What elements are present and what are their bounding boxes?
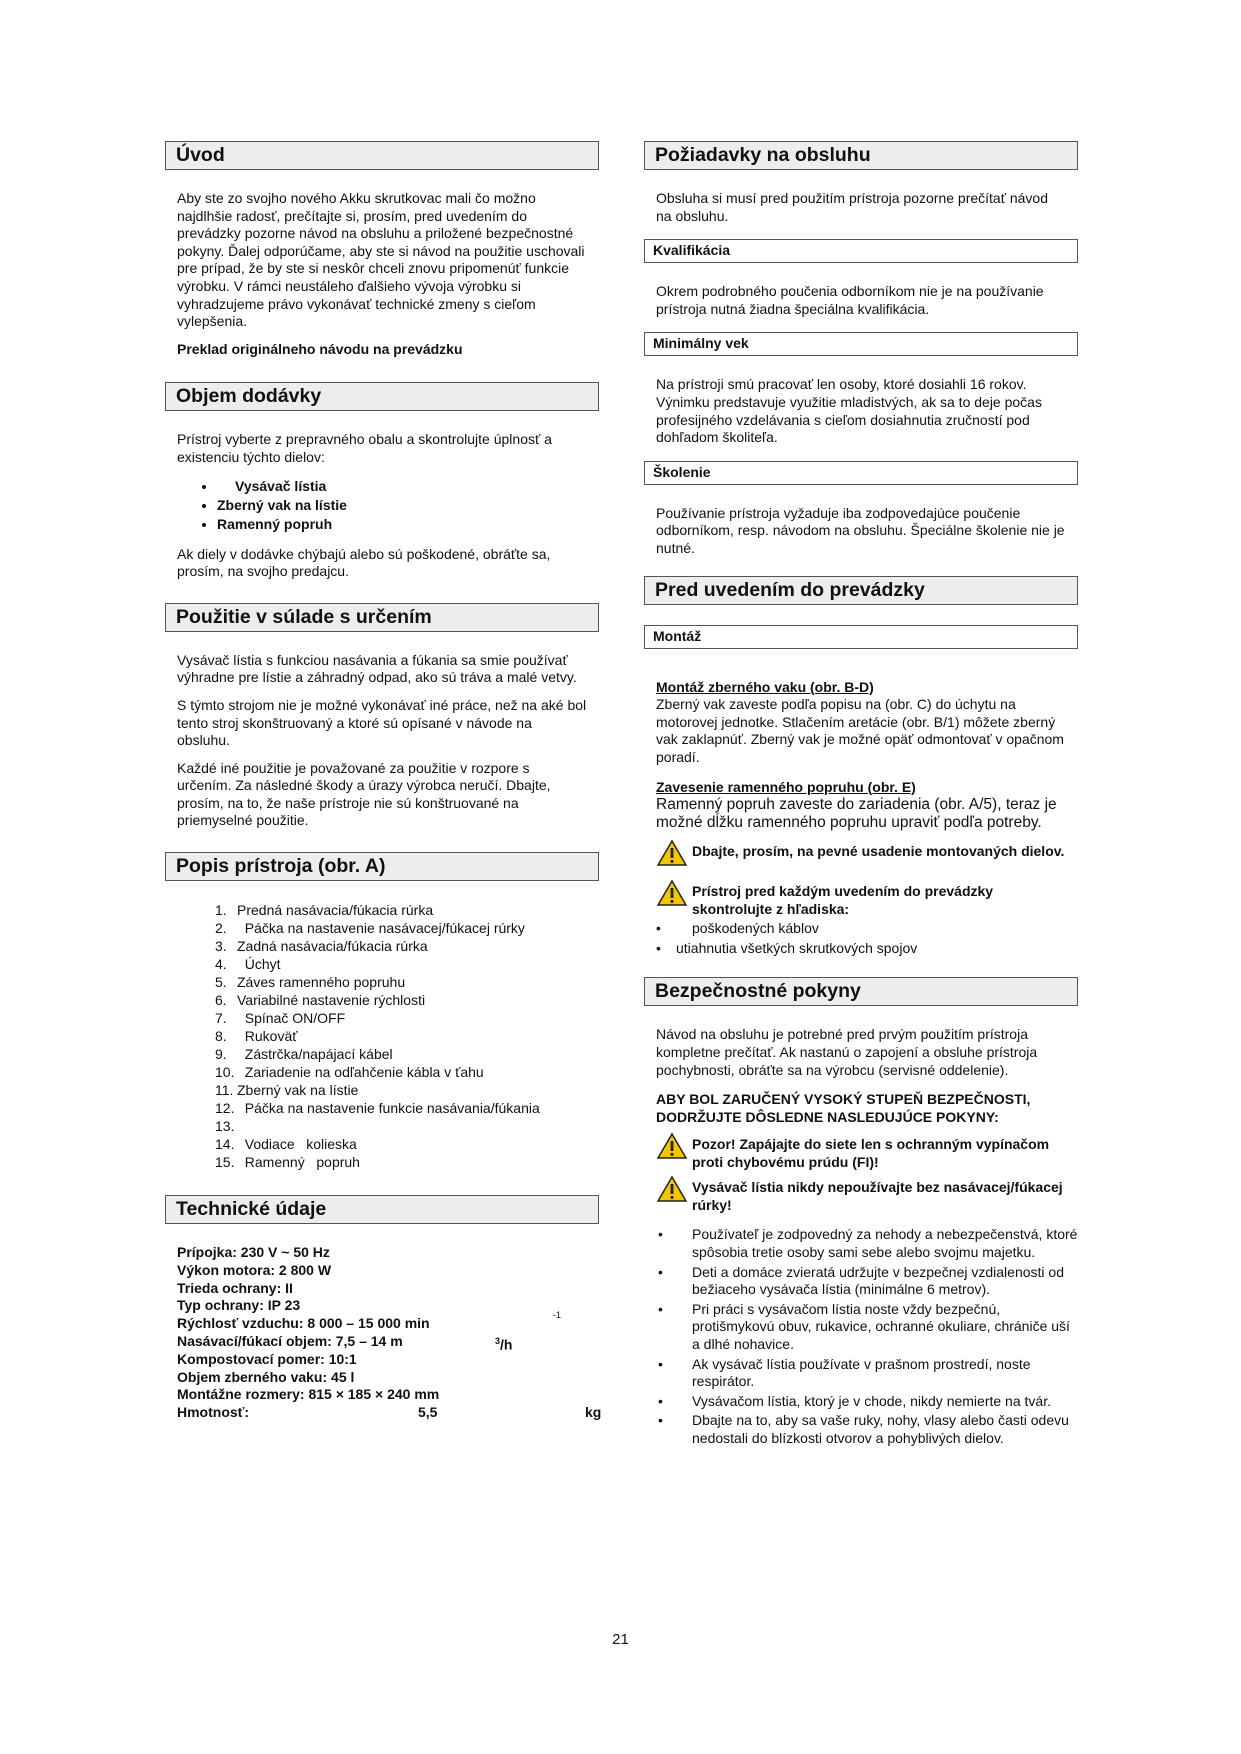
section-heading-objem: Objem dodávky xyxy=(165,382,599,411)
list-item: 6. Variabilné nastavenie rýchlosti xyxy=(215,992,426,1009)
right-column xyxy=(644,141,1078,1450)
section-heading-pred: Pred uvedením do prevádzky xyxy=(644,576,1078,605)
spec-row: Objem zberného vaku: 45 l xyxy=(177,1368,355,1385)
poziadavky-text: Obsluha si musí pred použitím prístroja pozorne prečítať návod na obsluhu. xyxy=(656,190,1048,224)
warning-fi: Pozor! Zapájajte do siete len s ochranným vypínačom proti chybovému prúdu (FI)! xyxy=(644,1136,1078,1171)
warning-rurka: Vysávač lístia nikdy nepoužívajte bez nasávacej/fúkacej rúrky! xyxy=(644,1179,1078,1214)
montaz-vak-text: Zberný vak zaveste podľa popisu na (obr. C) do úchytu na motorovej jednotke. Stlačením aretácie (obr. B/1) môžete zberný vak zaklapnúť. Zberný vak je možné opäť odmontovať v opačnom poradí. xyxy=(656,696,1064,765)
bezpecnost-intro: Návod na obsluhu je potrebné pred prvým použitím prístroja kompletne prečítať. Ak nastanú o zapojení a obsluhe prístroja pochybnosti, obráťte sa na výrobcu (servisné oddelenie). xyxy=(656,1026,1038,1078)
weight-unit: kg xyxy=(585,1404,602,1421)
warning-icon xyxy=(656,1132,688,1160)
list-item: 9. Zástrčka/napájací kábel xyxy=(215,1046,393,1063)
list-item: 10. Zariadenie na odľahčenie kábla v ťahu xyxy=(215,1064,484,1081)
pouzitie-p1: Vysávač lístia s funkciou nasávania a fúkania sa smie používať výhradne pre lístie a záhradný odpad, ako sú tráva a malé vetvy. xyxy=(177,651,577,686)
list-item: 7. Spínač ON/OFF xyxy=(215,1010,346,1027)
subheading-montaz: Montáž xyxy=(644,625,1078,649)
list-item: • Ak vysávač lístia používate v prašnom prostredí, noste respirátor. xyxy=(656,1356,1078,1391)
list-item: 4. Úchyt xyxy=(215,956,281,973)
bezpecnost-caps: ABY BOL ZARUČENÝ VYSOKÝ STUPEŇ BEZPEČNOSTI, DODRŽUJTE DÔSLEDNE NASLEDUJÚCE POKYNY: xyxy=(656,1091,1031,1125)
section-heading-technicke: Technické údaje xyxy=(165,1195,599,1224)
page-number: 21 xyxy=(612,1631,629,1648)
spec-table xyxy=(165,1244,602,1422)
skolenie-text: Používanie prístroja vyžaduje iba zodpovedajúce poučenie odborníkom, resp. návodom na obsluhu. Špeciálne školenie nie je nutné. xyxy=(656,504,1065,556)
list-item: • Vysávač lístia xyxy=(217,477,599,496)
pouzitie-p2: S týmto strojom nie je možné vykonávať iné práce, než na aké bol tento stroj skonštruovaný a ktoré sú opísané v návode na obsluhu. xyxy=(177,696,587,749)
warning-icon xyxy=(656,879,688,907)
subheading-skolenie: Školenie xyxy=(644,461,1078,485)
list-item: 5. Záves ramenného popruhu xyxy=(215,974,406,991)
list-item: 14. Vodiace kolieska xyxy=(215,1136,357,1153)
list-item: • Vysávačom lístia, ktorý je v chode, nikdy nemierte na tvár. xyxy=(656,1393,1078,1411)
list-item: 8. Rukoväť xyxy=(215,1028,298,1045)
list-item: 1. Predná nasávacia/fúkacia rúrka xyxy=(215,902,434,919)
list-item: • Ramenný popruh xyxy=(217,515,599,534)
warning-icon xyxy=(656,839,688,867)
list-item: 2. Páčka na nastavenie nasávacej/fúkacej rúrky xyxy=(215,920,525,937)
vek-text: Na prístroji smú pracovať len osoby, ktoré dosiahli 16 rokov. Výnimku predstavuje využitie mladistvých, ak sa to deje počas profesijného vzdelávania s cieľom dosiahnutia zručností pod dohľadom školiteľa. xyxy=(656,376,1042,446)
weight-value: 5,5 xyxy=(418,1404,438,1421)
spec-row: Typ ochrany: IP 23 xyxy=(177,1297,301,1314)
montaz-popruh-text: Ramenný popruh zaveste do zariadenia (obr. A/5), teraz je možné dĺžku ramenného popruhu upraviť podľa potreby. xyxy=(656,796,1057,831)
safety-list xyxy=(644,1226,1078,1447)
list-item: • Dbajte na to, aby sa vaše ruky, nohy, vlasy alebo časti odevu nedostali do blízkosti otvorov a pohyblivých dielov. xyxy=(656,1412,1078,1447)
min-superscript: -1 xyxy=(553,1310,562,1321)
list-item: • utiahnutia všetkých skrutkových spojov xyxy=(656,940,1078,958)
spec-row-weight: Hmotnosť: 5,5 kg xyxy=(177,1404,602,1421)
spec-row-volume: Nasávací/fúkací objem: 7,5 – 14 m $^3$/h xyxy=(177,1333,513,1353)
kvalifikacia-text: Okrem podrobného poučenia odborníkom nie je na používanie prístroja nutná žiadna špeciálna kvalifikácia. xyxy=(656,283,1044,317)
uvod-note: Preklad originálneho návodu na prevádzku xyxy=(177,340,463,357)
spec-row-speed: Rýchlosť vzduchu: 8 000 – 15 000 min -1 xyxy=(177,1315,587,1333)
spec-row: Prípojka: 230 V ~ 50 Hz xyxy=(177,1244,330,1261)
warning-kontrola: Prístroj pred každým uvedením do prevádzky skontrolujte z hľadiska: xyxy=(644,883,1078,918)
list-item: • Pri práci s vysávačom lístia noste vždy bezpečnú, protišmykovú obuv, rukavice, ochranné okuliare, chrániče uší a dlhé nohavice. xyxy=(656,1301,1078,1354)
list-item: • poškodených káblov xyxy=(656,920,1078,938)
subheading-kvalifikacia: Kvalifikácia xyxy=(644,239,1078,263)
left-column xyxy=(165,141,602,1422)
section-heading-uvod: Úvod xyxy=(165,141,599,170)
parts-list xyxy=(165,901,599,1171)
list-item: • Deti a domáce zvieratá udržujte v bezpečnej vzdialenosti od bežiaceho vysávača lístia (minimálne 6 metrov). xyxy=(656,1264,1078,1299)
montaz-popruh-title: Zavesenie ramenného popruhu (obr. E) xyxy=(656,778,916,795)
spec-row: Trieda ochrany: II xyxy=(177,1279,293,1296)
montaz-vak xyxy=(644,679,1078,767)
spec-row: Výkon motora: 2 800 W xyxy=(177,1261,332,1278)
section-heading-poziadavky: Požiadavky na obsluhu xyxy=(644,141,1078,170)
pouzitie-p3: Každé iné použitie je považované za použitie v rozpore s určením. Za následné škody a úrazy výrobca neručí. Dbajte, prosím, na to, že naše prístroje nie sú konštruované na priemyselné použitie. xyxy=(177,759,551,829)
list-item: 13. xyxy=(215,1118,235,1135)
section-heading-popis: Popis prístroja (obr. A) xyxy=(165,852,599,881)
objem-outro: Ak diely v dodávke chýbajú alebo sú poškodené, obráťte sa, prosím, na svojho predajcu. xyxy=(177,545,551,580)
montaz-vak-title: Montáž zberného vaku (obr. B-D) xyxy=(656,678,874,695)
spec-row: Kompostovací pomer: 10:1 xyxy=(177,1350,357,1367)
list-item: 3. Zadná nasávacia/fúkacia rúrka xyxy=(215,938,428,955)
delivery-list xyxy=(165,477,599,534)
warning-icon xyxy=(656,1175,688,1203)
uvod-text: Aby ste zo svojho nového Akku skrutkovac mali čo možno najdlhšie radosť, prečítajte si, prosím, pred uvedením do prevádzky pozorne návod na obsluhu a priložené bezpečnostné pokyny. Ďalej odporúčame, aby ste si návod na použitie uschovali pre prípad, že by ste si neskôr chceli znovu pripomenúť funkcie výrobku. V rámci neustáleho ďalšieho vývoja výrobku si vyhradzujeme právo vykonávať technické zmeny s cieľom vylepšenia. xyxy=(177,190,585,330)
check-list xyxy=(644,920,1078,957)
objem-intro: Prístroj vyberte z prepravného obalu a skontrolujte úplnosť a existenciu týchto dielov: xyxy=(177,431,552,465)
m3-superscript: 3 xyxy=(495,1336,501,1347)
list-item: • Zberný vak na lístie xyxy=(217,496,599,515)
section-heading-pouzitie: Použitie v súlade s určením xyxy=(165,603,599,632)
montaz-popruh xyxy=(644,779,1078,832)
list-item: • Používateľ je zodpovedný za nehody a nebezpečenstvá, ktoré spôsobia tretie osoby sami sebe alebo svojmu majetku. xyxy=(656,1226,1078,1261)
section-heading-bezpecnost: Bezpečnostné pokyny xyxy=(644,977,1078,1006)
spec-row: Montážne rozmery: 815 × 185 × 240 mm xyxy=(177,1386,440,1403)
subheading-vek: Minimálny vek xyxy=(644,332,1078,356)
list-item: 11. Zberný vak na lístie xyxy=(215,1082,359,1099)
list-item: 12. Páčka na nastavenie funkcie nasávania/fúkania xyxy=(215,1100,540,1117)
list-item: 15. Ramenný popruh xyxy=(215,1154,360,1171)
warning-montaz: Dbajte, prosím, na pevné usadenie montovaných dielov. xyxy=(644,843,1078,875)
